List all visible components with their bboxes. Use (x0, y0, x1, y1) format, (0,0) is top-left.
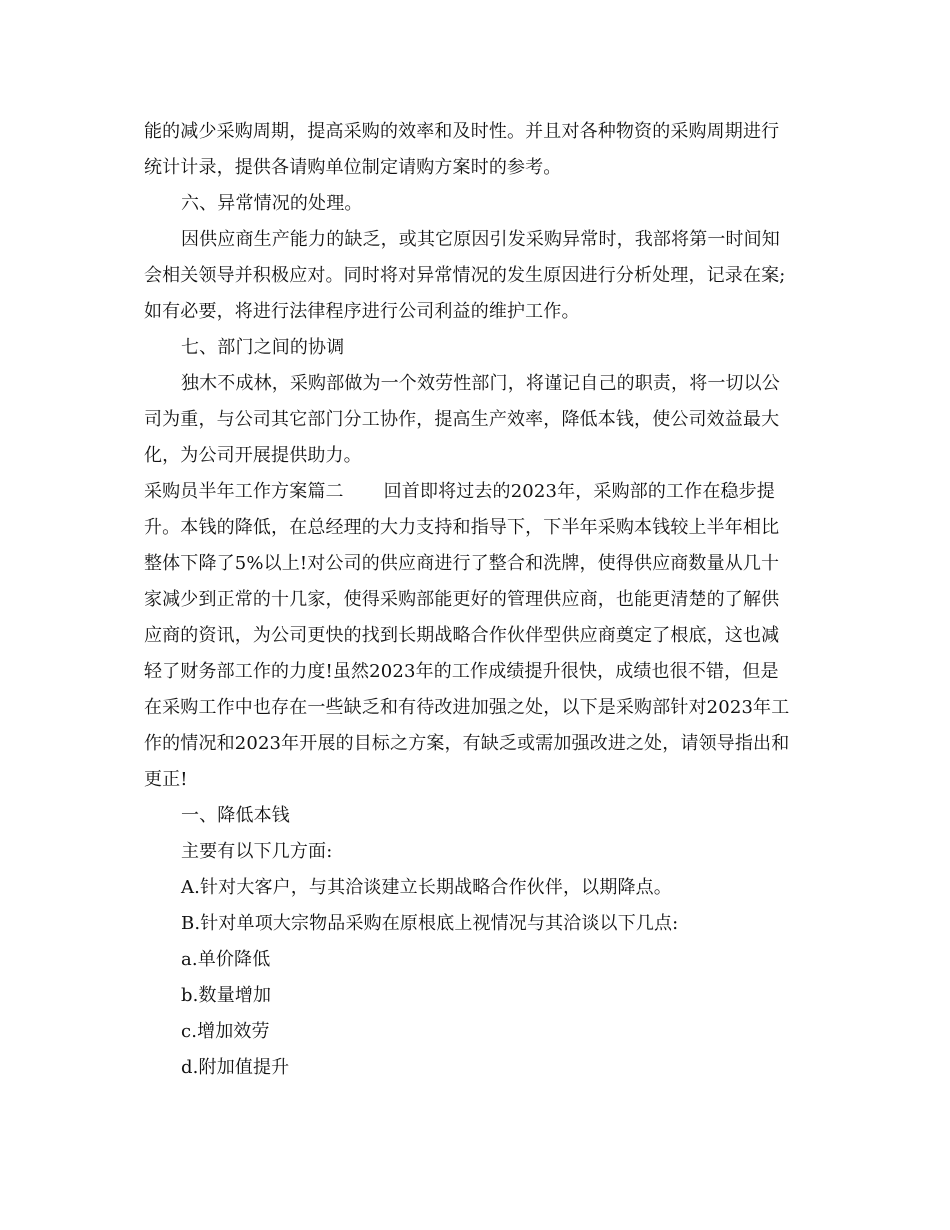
part-two-first-line (144, 474, 804, 510)
paragraph-line: 应商的资讯，为公司更快的找到长期战略合作伙伴型供应商奠定了根底，这也减 (144, 625, 780, 646)
paragraph-line: 因供应商生产能力的缺乏，或其它原因引发采购异常时，我部将第一时间知 (181, 229, 780, 250)
paragraph-line: 化，为公司开展提供助力。 (144, 445, 362, 466)
paragraph-line: 如有必要，将进行法律程序进行公司利益的维护工作。 (144, 301, 580, 322)
section-heading: 六、异常情况的处理。 (181, 193, 363, 214)
sub-list-item: a.单价降低 (181, 949, 271, 970)
paragraph-text: 回首即将过去的2023年，采购部的工作在稳步提 (383, 481, 775, 502)
paragraph-line: 能的减少采购周期，提高采购的效率和及时性。并且对各种物资的采购周期进行 (144, 121, 780, 142)
sub-list-item: d.附加值提升 (181, 1057, 290, 1078)
paragraph-line: 统计计录，提供各请购单位制定请购方案时的参考。 (144, 157, 562, 178)
paragraph-line: 会相关领导并积极应对。同时将对异常情况的发生原因进行分析处理，记录在案; (144, 265, 786, 286)
document-page (144, 114, 804, 1086)
paragraph-line: 更正! (144, 769, 188, 790)
sub-list-item: b.数量增加 (181, 985, 272, 1006)
paragraph-line: 整体下降了5%以上!对公司的供应商进行了整合和洗牌，使得供应商数量从几十 (144, 553, 780, 574)
paragraph-line: 司为重，与公司其它部门分工协作，提高生产效率，降低本钱，使公司效益最大 (144, 409, 780, 430)
paragraph-line: 升。本钱的降低，在总经理的大力支持和指导下，下半年采购本钱较上半年相比 (144, 517, 780, 538)
sub-list-item: c.增加效劳 (181, 1021, 270, 1042)
paragraph-line: 家减少到正常的十几家，使得采购部能更好的管理供应商，也能更清楚的了解供 (144, 589, 780, 610)
paragraph-line: 作的情况和2023年开展的目标之方案，有缺乏或需加强改进之处，请领导指出和 (144, 733, 790, 754)
part-two-title: 采购员半年工作方案篇二 (144, 481, 344, 502)
section-heading: 七、部门之间的协调 (181, 337, 345, 358)
paragraph-line: 轻了财务部工作的力度!虽然2023年的工作成绩提升很快，成绩也很不错，但是 (144, 661, 779, 682)
list-item: A.针对大客户，与其洽谈建立长期战略合作伙伴，以期降点。 (181, 877, 672, 898)
list-item: B.针对单项大宗物品采购在原根底上视情况与其洽谈以下几点: (181, 913, 679, 934)
paragraph-line: 独木不成林，采购部做为一个效劳性部门，将谨记自己的职责，将一切以公 (181, 373, 780, 394)
paragraph-line: 在采购工作中也存在一些缺乏和有待改进加强之处，以下是采购部针对2023年工 (144, 697, 790, 718)
section-heading: 一、降低本钱 (181, 805, 290, 826)
paragraph-line: 主要有以下几方面: (181, 841, 333, 862)
